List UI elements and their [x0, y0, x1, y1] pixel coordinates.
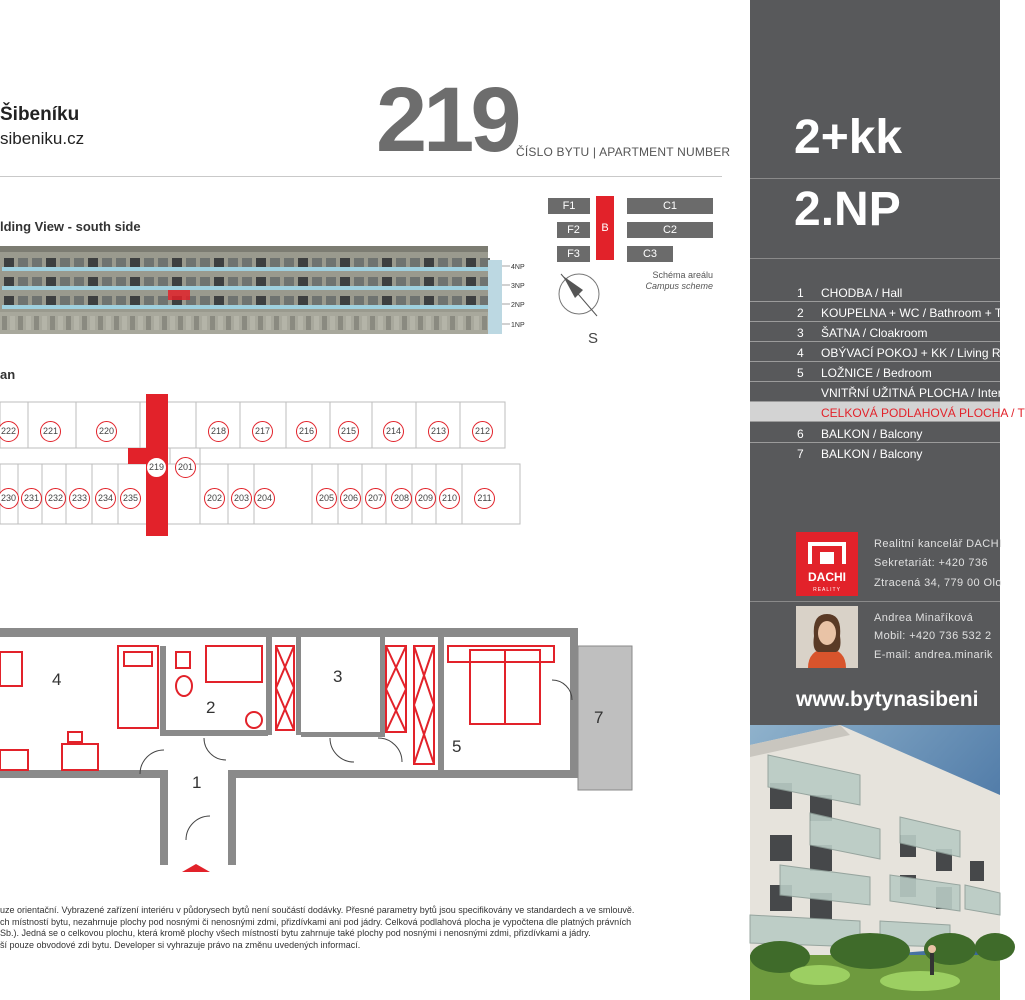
room-row-label: BALKON / Balcony [821, 447, 923, 461]
disclaimer-line: ch místností bytu, nezahrnuje plochy pod nosnými či nenosnými zdmi, přizdívkami ani pod jádry. Celková podlahová plocha je vypočtena dle platných právních [0, 916, 632, 927]
agency-address: Ztracená 34, 779 00 Olo [874, 577, 1002, 589]
room-row-label: BALKON / Balcony [821, 427, 923, 441]
agent-portrait-icon [796, 606, 858, 668]
room-row-label: CHODBA / Hall [821, 286, 903, 300]
unit-202[interactable]: 202 [204, 488, 225, 509]
unit-233[interactable]: 233 [69, 488, 90, 509]
apartment-layout-drawing [0, 620, 640, 880]
layout-room-3: 3 [333, 667, 343, 686]
unit-231[interactable]: 231 [21, 488, 42, 509]
unit-219[interactable]: 219 [146, 457, 167, 478]
disclaimer-line: uze orientační. Vybrazené zařízení interiéru v půdorysech bytů není součástí dodávky. Přesné parametry bytů jsou specifikovány ve standardech a ve smlouvě. [0, 905, 635, 915]
unit-209[interactable]: 209 [415, 488, 436, 509]
room-row-number: 5 [797, 366, 804, 380]
floor-plan-drawing [0, 386, 530, 546]
scheme-block-b: B [596, 196, 614, 260]
floor-label-3np: 3NP [511, 283, 525, 290]
scheme-caption-cz: Schéma areálu [652, 270, 713, 280]
panel-divider [750, 601, 1000, 602]
room-row-label: VNITŘNÍ UŽITNÁ PLOCHA / Internal [821, 386, 1018, 400]
website-link[interactable]: www.bytynasibeni [796, 688, 979, 711]
unit-211[interactable]: 211 [474, 488, 495, 509]
room-row-label: OBÝVACÍ POKOJ + KK / Living Room [821, 346, 1024, 360]
compass-label: S [588, 330, 599, 347]
building-elevation [0, 240, 540, 340]
compass-icon [555, 270, 605, 330]
agent-name: Andrea Minaříková [874, 612, 974, 624]
project-title: Šibeníku [0, 104, 80, 125]
unit-215[interactable]: 215 [338, 421, 359, 442]
header-divider [0, 176, 722, 177]
unit-214[interactable]: 214 [383, 421, 404, 442]
disclaimer-line: Sb.). Jedná se o celkovou plochu, která kromě plochy všech místností bytu zahrnuje také plochy pod nosnými i nenosnými zdmi, přizdívkami a jádry. [0, 928, 591, 938]
scheme-block-f1: F1 [548, 198, 590, 214]
floor-label-4np: 4NP [511, 264, 525, 271]
scheme-block-c2: C2 [627, 222, 713, 238]
room-row-number: 6 [797, 427, 804, 441]
room-row-label: ŠATNA / Cloakroom [821, 326, 928, 340]
building-render-image [750, 725, 1000, 1000]
disclaimer [0, 905, 715, 951]
unit-208[interactable]: 208 [391, 488, 412, 509]
project-url[interactable]: sibeniku.cz [0, 129, 85, 148]
logo-subtext: REALITY [813, 587, 841, 593]
unit-204[interactable]: 204 [254, 488, 275, 509]
room-row-internal-area [750, 382, 1018, 402]
room-row-number: 1 [797, 286, 804, 300]
floor-plan-title: an [0, 367, 16, 382]
room-row-total-area [750, 402, 1025, 422]
room-row-number: 2 [797, 306, 804, 320]
layout-room-4: 4 [52, 670, 62, 689]
unit-234[interactable]: 234 [95, 488, 116, 509]
panel-divider [750, 258, 1000, 259]
room-row-label: CELKOVÁ PODLAHOVÁ PLOCHA / T [821, 406, 1025, 420]
layout-room-2: 2 [206, 698, 216, 717]
room-row-living-room [750, 342, 1024, 362]
unit-235[interactable]: 235 [120, 488, 141, 509]
agent-photo [796, 606, 858, 668]
agent-phone[interactable]: Mobil: +420 736 532 2 [874, 630, 992, 642]
unit-230[interactable]: 230 [0, 488, 19, 509]
unit-222[interactable]: 222 [0, 421, 19, 442]
room-row-hall [750, 282, 1000, 302]
unit-217[interactable]: 217 [252, 421, 273, 442]
room-row-label: LOŽNICE / Bedroom [821, 366, 932, 380]
room-row-number: 7 [797, 447, 804, 461]
unit-221[interactable]: 221 [40, 421, 61, 442]
agency-phone[interactable]: Sekretariát: +420 736 [874, 557, 988, 569]
room-row-balcony-7 [750, 443, 1000, 463]
floor-label-1np: 1NP [511, 322, 525, 329]
scheme-block-c3: C3 [627, 246, 673, 262]
building-view-title: lding View - south side [0, 219, 141, 234]
layout-room-5: 5 [452, 737, 462, 756]
scheme-block-f2: F2 [557, 222, 590, 238]
room-row-bedroom [750, 362, 1000, 382]
info-panel [750, 0, 1025, 725]
panel-divider [750, 178, 1000, 179]
disclaimer-line: ší pouze obvodové zdi bytu. Developer si vyhrazuje právo na změnu uvedených informací. [0, 939, 361, 950]
room-row-number: 3 [797, 326, 804, 340]
agency-name: Realitní kancelář DACHI [874, 538, 1003, 550]
room-row-label: KOUPELNA + WC / Bathroom + Toilet [821, 306, 1023, 320]
layout-type: 2+kk [794, 111, 903, 164]
roof-icon [796, 532, 858, 572]
unit-210[interactable]: 210 [439, 488, 460, 509]
unit-206[interactable]: 206 [340, 488, 361, 509]
logo-text: DACHI [808, 570, 846, 584]
unit-220[interactable]: 220 [96, 421, 117, 442]
unit-201[interactable]: 201 [175, 457, 196, 478]
floor-level: 2.NP [794, 183, 901, 236]
room-row-bathroom [750, 302, 1023, 322]
unit-218[interactable]: 218 [208, 421, 229, 442]
unit-232[interactable]: 232 [45, 488, 66, 509]
floor-label-2np: 2NP [511, 302, 525, 309]
room-row-balcony-6 [750, 423, 1000, 443]
dachi-logo [796, 532, 858, 596]
apartment-number: 219 [376, 69, 518, 171]
room-row-number: 4 [797, 346, 804, 360]
layout-room-7: 7 [594, 708, 604, 727]
apartment-number-label: ČÍSLO BYTU | APARTMENT NUMBER [516, 145, 731, 159]
unit-203[interactable]: 203 [231, 488, 252, 509]
layout-room-1: 1 [192, 773, 202, 792]
unit-216[interactable]: 216 [296, 421, 317, 442]
unit-212[interactable]: 212 [472, 421, 493, 442]
unit-213[interactable]: 213 [428, 421, 449, 442]
scheme-block-f3: F3 [557, 246, 590, 262]
unit-207[interactable]: 207 [365, 488, 386, 509]
agent-email[interactable]: E-mail: andrea.minarik [874, 649, 993, 661]
scheme-caption-en: Campus scheme [645, 281, 713, 291]
unit-205[interactable]: 205 [316, 488, 337, 509]
scheme-block-c1: C1 [627, 198, 713, 214]
room-row-cloakroom [750, 322, 1000, 342]
